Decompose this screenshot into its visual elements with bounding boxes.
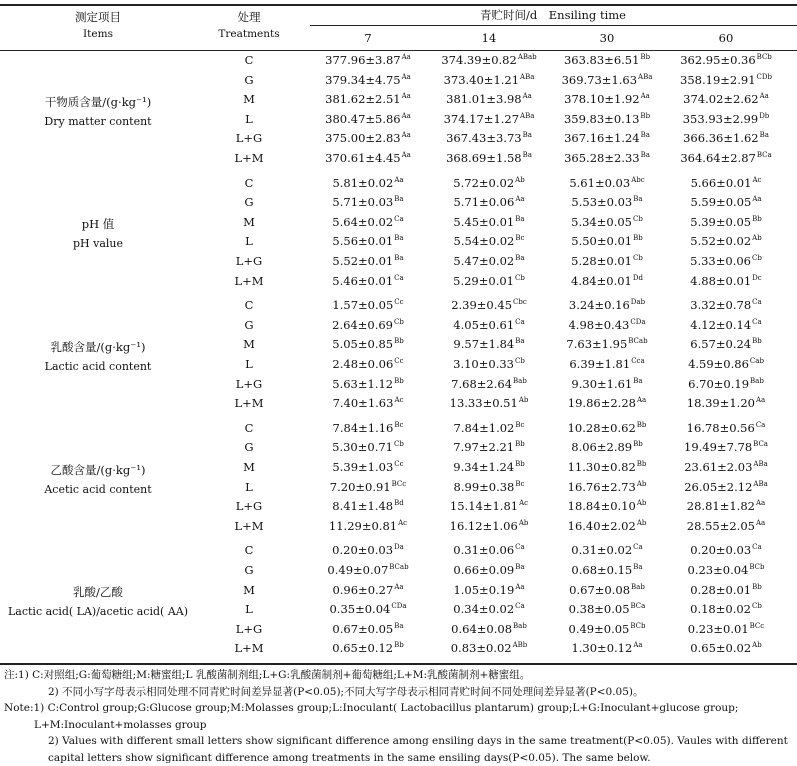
table-cell: $374.02\pm 2.62^{Aa}$ <box>683 92 769 106</box>
table-cell: $379.34\pm 4.75^{Aa}$ <box>325 73 411 87</box>
group-label-en: Acetic acid content <box>44 480 151 499</box>
table-cell: $9.57\pm 1.84^{Ba}$ <box>453 337 524 351</box>
table-cell: $10.28\pm 0.62^{Bb}$ <box>568 421 647 435</box>
table-cell: $5.46\pm 0.01^{Ca}$ <box>332 274 403 288</box>
table-cell: $373.40\pm 1.21^{ABa}$ <box>444 73 535 87</box>
table-cell: $366.36\pm 1.62^{Ba}$ <box>683 131 769 145</box>
table-cell: $19.86\pm 2.28^{Aa}$ <box>568 396 646 410</box>
table-cell: $7.68\pm 2.64^{Bab}$ <box>451 377 527 391</box>
table-cell: $6.39\pm 1.81^{Cca}$ <box>569 357 644 371</box>
table-cell: $7.20\pm 0.91^{BCc}$ <box>330 480 406 494</box>
group-label <box>8 583 188 621</box>
table-cell: $0.67\pm 0.08^{Bab}$ <box>569 583 645 597</box>
treatment-label: C <box>245 543 254 557</box>
table-cell: $377.96\pm 3.87^{Aa}$ <box>325 53 411 67</box>
table-cell: $0.64\pm 0.08^{Bab}$ <box>451 622 527 636</box>
table-cell: $0.23\pm 0.01^{BCc}$ <box>688 622 764 636</box>
header-treatments-en: Treatments <box>218 27 279 41</box>
header-treatments-cn: 处理 <box>238 10 261 24</box>
table-cell: $381.01\pm 3.98^{Aa}$ <box>446 92 532 106</box>
table-bottom-rule <box>0 663 797 665</box>
table-cell: $5.45\pm 0.01^{Ba}$ <box>453 215 524 229</box>
table-notes <box>4 667 794 766</box>
group-label-cn: 乳酸含量/(g·kg⁻¹) <box>45 338 152 357</box>
table-cell: $0.38\pm 0.05^{BCa}$ <box>569 602 646 616</box>
table-cell: $5.52\pm 0.01^{Ba}$ <box>332 254 403 268</box>
group-label <box>44 93 151 131</box>
treatment-label: L+G <box>236 377 262 391</box>
header-items-en: Items <box>83 27 113 41</box>
group-label-cn: 干物质含量/(g·kg⁻¹) <box>44 93 151 112</box>
table-cell: $5.54\pm 0.02^{Bc}$ <box>454 234 525 248</box>
table-cell: $362.95\pm 0.36^{BCb}$ <box>680 53 772 67</box>
table-cell: $380.47\pm 5.86^{Aa}$ <box>325 112 411 126</box>
table-cell: $0.67\pm 0.05^{Ba}$ <box>332 622 403 636</box>
table-cell: $7.84\pm 1.16^{Bc}$ <box>333 421 404 435</box>
table-cell: $0.35\pm 0.04^{CDa}$ <box>329 602 406 616</box>
table-cell: $7.63\pm 1.95^{BCab}$ <box>566 337 647 351</box>
group-label-en: pH value <box>73 234 123 253</box>
table-cell: $358.19\pm 2.91^{CDb}$ <box>680 73 772 87</box>
table-cell: $367.43\pm 3.73^{Ba}$ <box>446 131 532 145</box>
table-cell: $5.71\pm 0.06^{Aa}$ <box>453 195 524 209</box>
table-cell: $28.81\pm 1.82^{Aa}$ <box>687 499 765 513</box>
table-cell: $16.76\pm 2.73^{Ab}$ <box>568 480 647 494</box>
table-cell: $16.78\pm 0.56^{Ca}$ <box>687 421 766 435</box>
table-cell: $368.69\pm 1.58^{Ba}$ <box>446 151 532 165</box>
table-cell: $1.30\pm 0.12^{Aa}$ <box>571 641 642 655</box>
table-cell: $5.39\pm 1.03^{Cc}$ <box>332 460 403 474</box>
header-bottom-rule <box>0 50 797 51</box>
table-cell: $374.17\pm 1.27^{ABa}$ <box>444 112 535 126</box>
table-cell: $0.49\pm 0.05^{BCb}$ <box>569 622 646 636</box>
group-label-en: Lactic acid content <box>45 357 152 376</box>
table-cell: $367.16\pm 1.24^{Ba}$ <box>564 131 650 145</box>
treatment-label: C <box>245 176 254 190</box>
treatment-label: L <box>245 357 253 371</box>
table-cell: $0.68\pm 0.15^{Ba}$ <box>571 563 642 577</box>
note-cn-2: 2) 不同小写字母表示相同处理不同青贮时间差异显著(P<0.05);不同大写字母表示相同青贮时间不同处理间差异显著(P<0.05)。 <box>4 684 794 701</box>
table-cell: $18.84\pm 0.10^{Ab}$ <box>568 499 647 513</box>
header-day-7: 7 <box>364 31 371 45</box>
treatment-label: L+G <box>236 254 262 268</box>
group-label <box>44 461 151 499</box>
table-cell: $8.41\pm 1.48^{Bd}$ <box>332 499 403 513</box>
table-cell: $4.88\pm 0.01^{Dc}$ <box>690 274 761 288</box>
treatment-label: C <box>245 53 254 67</box>
note-en-1-cont: L+M:Inoculant+molasses group <box>4 717 794 734</box>
table-cell: $6.57\pm 0.24^{Bb}$ <box>690 337 761 351</box>
table-cell: $5.56\pm 0.01^{Ba}$ <box>332 234 403 248</box>
table-cell: $4.98\pm 0.43^{CDa}$ <box>568 318 645 332</box>
table-cell: $0.65\pm 0.02^{Ab}$ <box>690 641 761 655</box>
table-cell: $374.39\pm 0.82^{ABab}$ <box>441 53 536 67</box>
table-cell: $0.23\pm 0.04^{BCb}$ <box>688 563 765 577</box>
header-day-60: 60 <box>719 31 734 45</box>
treatment-label: G <box>244 195 253 209</box>
table-cell: $364.64\pm 2.87^{BCa}$ <box>680 151 771 165</box>
table-cell: $0.96\pm 0.27^{Aa}$ <box>332 583 403 597</box>
table-cell: $3.32\pm 0.78^{Ca}$ <box>690 298 761 312</box>
table-cell: $0.83\pm 0.02^{ABb}$ <box>451 641 528 655</box>
time-header-rule <box>310 25 797 26</box>
table-cell: $0.18\pm 0.02^{Cb}$ <box>690 602 762 616</box>
table-cell: $2.48\pm 0.06^{Cc}$ <box>332 357 403 371</box>
table-cell: $23.61\pm 2.03^{ABa}$ <box>684 460 768 474</box>
table-cell: $8.99\pm 0.38^{Bc}$ <box>454 480 525 494</box>
table-cell: $16.40\pm 2.02^{Ab}$ <box>568 519 647 533</box>
table-cell: $11.29\pm 0.81^{Ac}$ <box>329 519 407 533</box>
treatment-label: L <box>245 112 253 126</box>
table-cell: $15.14\pm 1.81^{Ac}$ <box>450 499 528 513</box>
table-cell: $16.12\pm 1.06^{Ab}$ <box>450 519 529 533</box>
table-cell: $4.84\pm 0.01^{Dd}$ <box>571 274 643 288</box>
table-cell: $0.20\pm 0.03^{Ca}$ <box>690 543 761 557</box>
table-cell: $0.66\pm 0.09^{Ba}$ <box>453 563 524 577</box>
table-cell: $5.59\pm 0.05^{Aa}$ <box>690 195 761 209</box>
treatment-label: L+M <box>234 641 263 655</box>
header-day-14: 14 <box>482 31 497 45</box>
treatment-label: M <box>243 215 255 229</box>
treatment-label: L+G <box>236 622 262 636</box>
table-cell: $370.61\pm 4.45^{Aa}$ <box>325 151 411 165</box>
table-cell: $353.93\pm 2.99^{Db}$ <box>683 112 770 126</box>
treatment-label: M <box>243 460 255 474</box>
group-label-cn: pH 值 <box>73 215 123 234</box>
treatment-label: L <box>245 480 253 494</box>
table-cell: $5.29\pm 0.01^{Cb}$ <box>453 274 525 288</box>
note-en-2: 2) Values with different small letters show significant difference among ensiling days in the same treatment(P<0.05). Vaules with different <box>4 733 794 750</box>
table-cell: $5.39\pm 0.05^{Bb}$ <box>690 215 761 229</box>
treatment-label: G <box>244 440 253 454</box>
table-cell: $5.52\pm 0.02^{Ab}$ <box>690 234 761 248</box>
table-cell: $5.64\pm 0.02^{Ca}$ <box>332 215 403 229</box>
table-cell: $375.00\pm 2.83^{Aa}$ <box>325 131 411 145</box>
table-cell: $9.30\pm 1.61^{Ba}$ <box>571 377 642 391</box>
table-cell: $8.06\pm 2.89^{Bb}$ <box>571 440 642 454</box>
treatment-label: M <box>243 92 255 106</box>
table-cell: $5.30\pm 0.71^{Cb}$ <box>332 440 404 454</box>
group-label-cn: 乙酸含量/(g·kg⁻¹) <box>44 461 151 480</box>
treatment-label: C <box>245 421 254 435</box>
table-cell: $5.34\pm 0.05^{Cb}$ <box>571 215 643 229</box>
treatment-label: L <box>245 234 253 248</box>
table-cell: $3.10\pm 0.33^{Cb}$ <box>453 357 525 371</box>
treatment-label: L+M <box>234 274 263 288</box>
table-cell: $7.40\pm 1.63^{Ac}$ <box>333 396 404 410</box>
table-cell: $3.24\pm 0.16^{Dab}$ <box>569 298 645 312</box>
table-cell: $5.63\pm 1.12^{Bb}$ <box>332 377 403 391</box>
note-en-2-cont: capital letters show significant difference among treatments in the same ensiling days(P<0.05). The same below. <box>4 750 794 766</box>
header-ensiling-time: 青贮时间/d Ensiling time <box>480 8 626 22</box>
table-cell: $5.53\pm 0.03^{Ba}$ <box>571 195 642 209</box>
table-cell: $363.83\pm 6.51^{Bb}$ <box>564 53 650 67</box>
header-day-30: 30 <box>600 31 615 45</box>
treatment-label: M <box>243 337 255 351</box>
table-cell: $19.49\pm 7.78^{BCa}$ <box>684 440 768 454</box>
table-cell: $0.65\pm 0.12^{Bb}$ <box>332 641 403 655</box>
table-cell: $7.84\pm 1.02^{Bc}$ <box>454 421 525 435</box>
treatment-label: C <box>245 298 254 312</box>
table-cell: $2.64\pm 0.69^{Cb}$ <box>332 318 404 332</box>
table-cell: $4.12\pm 0.14^{Ca}$ <box>690 318 761 332</box>
treatment-label: G <box>244 318 253 332</box>
table-cell: $5.71\pm 0.03^{Ba}$ <box>332 195 403 209</box>
header-items-cn: 测定项目 <box>75 10 121 24</box>
table-cell: $13.33\pm 0.51^{Ab}$ <box>450 396 529 410</box>
table-cell: $0.31\pm 0.02^{Ca}$ <box>571 543 642 557</box>
table-cell: $0.20\pm 0.03^{Da}$ <box>332 543 404 557</box>
treatment-label: G <box>244 563 253 577</box>
table-cell: $381.62\pm 2.51^{Aa}$ <box>325 92 411 106</box>
group-label-en: Dry matter content <box>44 112 151 131</box>
table-cell: $5.72\pm 0.02^{Ab}$ <box>453 176 524 190</box>
note-cn-1: 注:1) C:对照组;G:葡萄糖组;M:糖蜜组;L 乳酸菌制剂组;L+G:乳酸菌制剂+葡萄糖组;L+M:乳酸菌制剂+糖蜜组。 <box>4 667 794 684</box>
table-cell: $7.97\pm 2.21^{Bb}$ <box>453 440 524 454</box>
table-cell: $5.50\pm 0.01^{Bb}$ <box>571 234 642 248</box>
treatment-label: L+G <box>236 499 262 513</box>
table-cell: $365.28\pm 2.33^{Ba}$ <box>564 151 650 165</box>
table-cell: $11.30\pm 0.82^{Bb}$ <box>568 460 647 474</box>
treatment-label: L+M <box>234 396 263 410</box>
table-cell: $5.61\pm 0.03^{Abc}$ <box>569 176 644 190</box>
table-cell: $0.49\pm 0.07^{BCab}$ <box>327 563 408 577</box>
table-cell: $6.70\pm 0.19^{Bab}$ <box>688 377 764 391</box>
table-cell: $18.39\pm 1.20^{Aa}$ <box>687 396 765 410</box>
table-cell: $9.34\pm 1.24^{Bb}$ <box>453 460 524 474</box>
treatment-label: L+M <box>234 519 263 533</box>
table-cell: $5.66\pm 0.01^{Ac}$ <box>691 176 762 190</box>
group-label <box>45 338 152 376</box>
table-top-rule <box>0 4 797 6</box>
treatment-label: L <box>245 602 253 616</box>
group-label <box>73 215 123 253</box>
table-cell: $0.31\pm 0.06^{Ca}$ <box>453 543 524 557</box>
table-cell: $5.05\pm 0.85^{Bb}$ <box>332 337 403 351</box>
table-cell: $26.05\pm 2.12^{ABa}$ <box>684 480 768 494</box>
table-cell: $369.73\pm 1.63^{ABa}$ <box>562 73 653 87</box>
treatment-label: L+M <box>234 151 263 165</box>
table-cell: $0.34\pm 0.02^{Ca}$ <box>453 602 524 616</box>
table-cell: $5.28\pm 0.01^{Cb}$ <box>571 254 643 268</box>
table-cell: $5.33\pm 0.06^{Cb}$ <box>690 254 762 268</box>
table-cell: $0.28\pm 0.01^{Bb}$ <box>690 583 761 597</box>
group-label-cn: 乳酸/乙酸 <box>8 583 188 602</box>
table-cell: $1.05\pm 0.19^{Aa}$ <box>453 583 524 597</box>
table-cell: $28.55\pm 2.05^{Aa}$ <box>687 519 765 533</box>
table-cell: $359.83\pm 0.13^{Bb}$ <box>564 112 650 126</box>
table-cell: $5.81\pm 0.02^{Aa}$ <box>332 176 403 190</box>
group-label-en: Lactic acid( LA)/acetic acid( AA) <box>8 602 188 621</box>
table-cell: $5.47\pm 0.02^{Ba}$ <box>453 254 524 268</box>
table-cell: $4.59\pm 0.86^{Cab}$ <box>688 357 764 371</box>
treatment-label: L+G <box>236 131 262 145</box>
treatment-label: M <box>243 583 255 597</box>
table-cell: $1.57\pm 0.05^{Cc}$ <box>332 298 403 312</box>
table-cell: $2.39\pm 0.45^{Cbc}$ <box>451 298 527 312</box>
table-cell: $4.05\pm 0.61^{Ca}$ <box>453 318 524 332</box>
treatment-label: G <box>244 73 253 87</box>
note-en-1: Note:1) C:Control group;G:Glucose group;M:Molasses group;L:Inoculant( Lactobacillus plantarum) group;L+G:Inoculant+glucose group; <box>4 700 794 717</box>
table-cell: $378.10\pm 1.92^{Aa}$ <box>564 92 650 106</box>
